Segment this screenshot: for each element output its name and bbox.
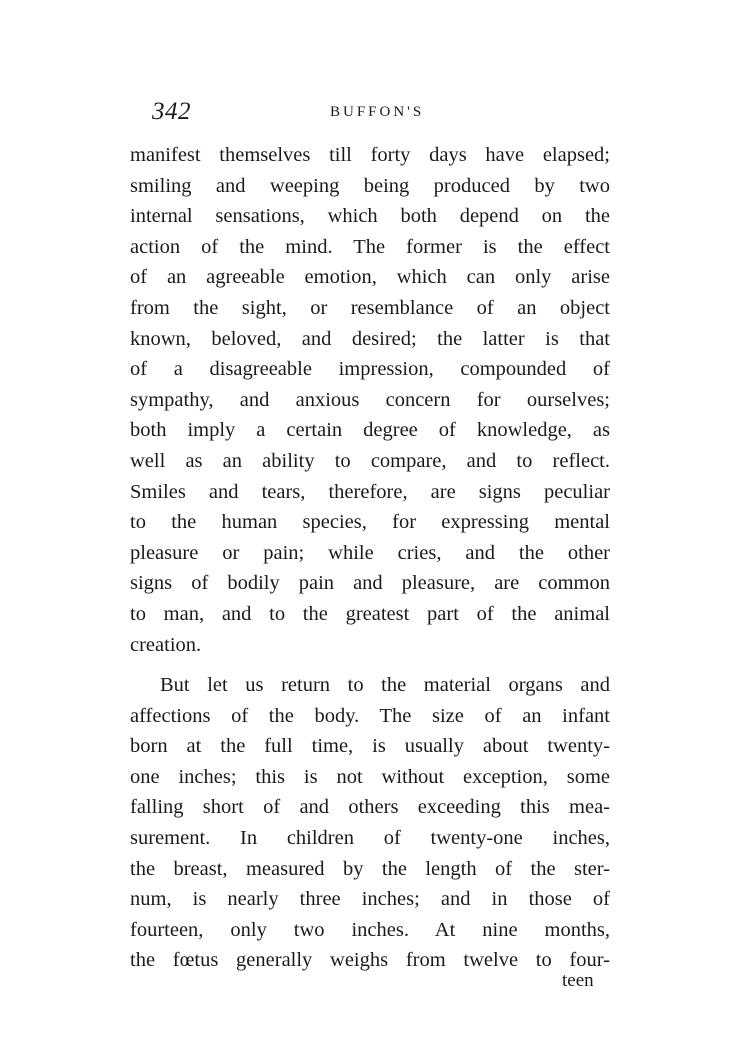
text-line: smiling and weeping being produced by two [130,174,610,197]
text-line: sympathy, and anxious concern for ourselves; [130,388,610,411]
text-line: one inches; this is not without exception, some [130,765,610,788]
text-line: But let us return to the material organs and [160,674,610,697]
text-line: to man, and to the greatest part of the animal [130,602,610,625]
text-line: both imply a certain degree of knowledge, as [130,419,610,442]
running-head: BUFFON'S [330,104,425,120]
catchword: teen [562,970,594,991]
text-line: Smiles and tears, therefore, are signs peculiar [130,480,610,503]
text-line: falling short of and others exceeding this mea- [130,796,610,819]
text-line: to the human species, for expressing mental [130,511,610,534]
text-line: internal sensations, which both depend on the [130,205,610,228]
text-line: signs of bodily pain and pleasure, are common [130,572,610,595]
page-number: 342 [152,98,191,125]
text-line: from the sight, or resemblance of an object [130,296,610,319]
text-line: pleasure or pain; while cries, and the other [130,541,610,564]
text-line: surement. In children of twenty-one inches, [130,827,610,850]
text-line: creation. [130,633,202,656]
text-line: action of the mind. The former is the effect [130,235,610,258]
text-line: well as an ability to compare, and to reflect. [130,449,610,472]
text-line: of an agreeable emotion, which can only arise [130,266,610,289]
text-line: known, beloved, and desired; the latter is that [130,327,610,350]
body-text [130,140,610,976]
text-line: of a disagreeable impression, compounded of [130,358,610,381]
page-header [152,98,612,132]
text-line: the breast, measured by the length of the ster- [130,857,610,880]
text-line: the fœtus generally weighs from twelve to four- [130,949,610,972]
text-line: num, is nearly three inches; and in those of [130,888,610,911]
text-line: born at the full time, is usually about twenty- [130,735,610,758]
text-line: affections of the body. The size of an infant [130,704,610,727]
text-line: fourteen, only two inches. At nine months, [130,918,610,941]
text-line: manifest themselves till forty days have elapsed; [130,144,610,166]
